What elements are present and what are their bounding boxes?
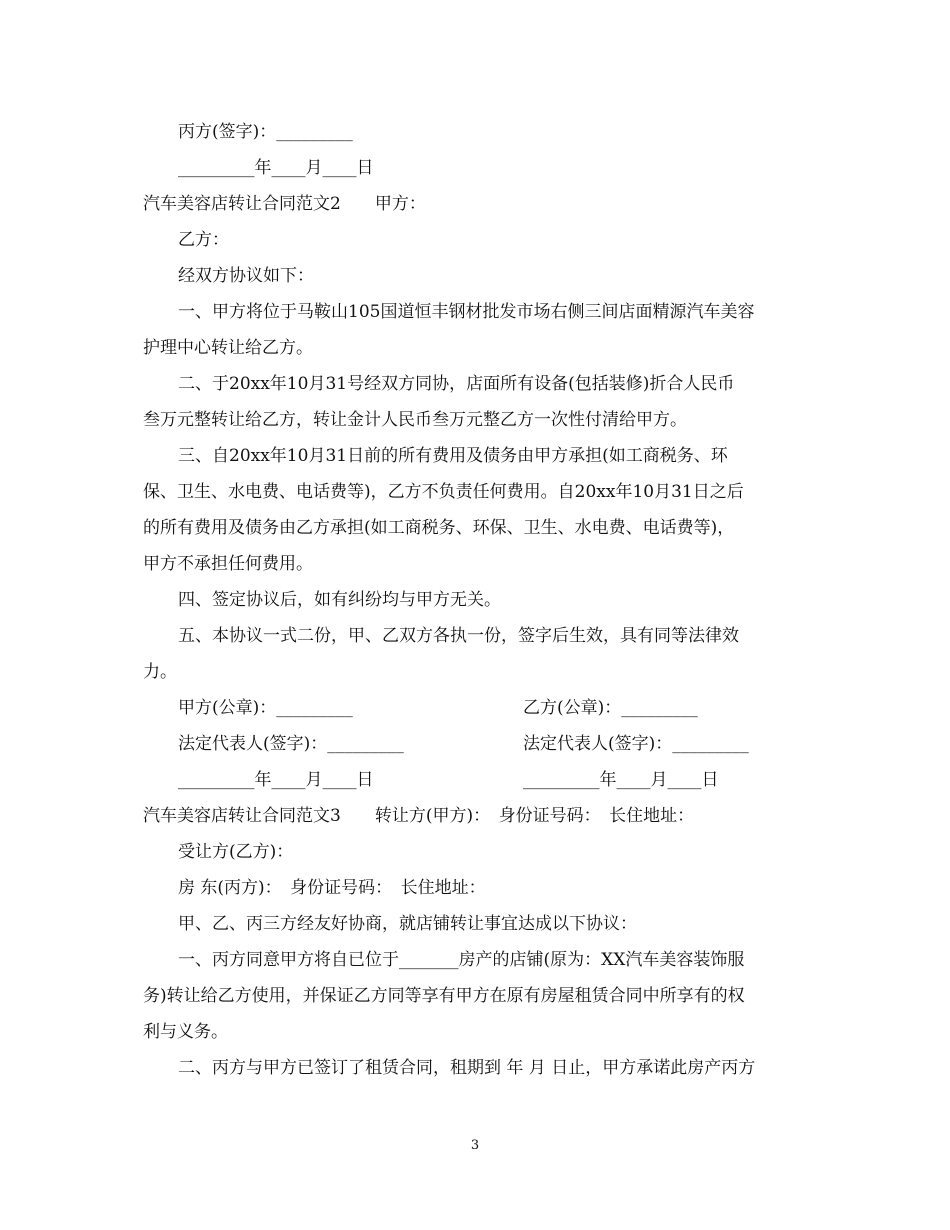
s3-clause-1-text-cont-2: 利与义务。 — [143, 1022, 228, 1042]
clause-3-text-cont-3: 甲方不承担任何费用。 — [143, 554, 313, 574]
clause-5-text-cont: 力。 — [143, 662, 177, 682]
party-c-signature-line: 丙方(签字)：_________ — [178, 122, 353, 142]
party-b-legal-rep-line: 法定代表人(签字)：_________ — [523, 734, 749, 754]
page-number: 3 — [470, 1138, 480, 1153]
clause-1-text: 一、甲方将位于马鞍山105国道恒丰钢材批发市场右侧三间店面精源汽车美容 — [178, 302, 755, 322]
landlord-label: 房 东(丙方)： 身份证号码： 长住地址： — [178, 878, 486, 898]
clause-2-text: 二、于20xx年10月31号经双方同协，店面所有设备(包括装修)折合人民币 — [178, 374, 735, 394]
clause-5-text: 五、本协议一式二份，甲、乙双方各执一份，签字后生效，具有同等法律效 — [178, 626, 739, 646]
s3-clause-1-text-cont-1: 务)转让给乙方使用，并保证乙方同等享有甲方在原有房屋租赁合同中所享有的权 — [143, 986, 745, 1006]
party-b-seal-line: 乙方(公章)：_________ — [523, 698, 698, 718]
agreement-intro: 甲、乙、丙三方经友好协商，就店铺转让事宜达成以下协议： — [178, 914, 637, 934]
party-a-date-line: _________年____月____日 — [178, 770, 374, 790]
s3-clause-1-text: 一、丙方同意甲方将自已位于_______房产的店铺(原为：XX汽车美容装饰服 — [178, 950, 745, 970]
party-a-legal-rep-line: 法定代表人(签字)：_________ — [178, 734, 404, 754]
clause-3-text-cont-1: 保、卫生、水电费、电话费等)，乙方不负责任何费用。自20xx年10月31日之后 — [143, 482, 744, 502]
party-a-seal-line: 甲方(公章)：_________ — [178, 698, 353, 718]
transferee-label: 受让方(乙方)： — [178, 842, 294, 862]
party-b-date-line: _________年____月____日 — [523, 770, 719, 790]
clause-1-text-cont: 护理中心转让给乙方。 — [143, 338, 313, 358]
section-title-2: 汽车美容店转让合同范文2 甲方： — [143, 194, 426, 214]
clause-2-text-cont: 叁万元整转让给乙方，转让金计人民币叁万元整乙方一次性付清给甲方。 — [143, 410, 687, 430]
intro-text: 经双方协议如下： — [178, 266, 314, 286]
clause-3-text-cont-2: 的所有费用及债务由乙方承担(如工商税务、环保、卫生、水电费、电话费等)， — [143, 518, 735, 538]
party-b-label: 乙方： — [178, 230, 229, 250]
date-line: _________年____月____日 — [178, 158, 374, 178]
s3-clause-2-text: 二、丙方与甲方已签订了租赁合同，租期到 年 月 日止，甲方承诺此房产丙方 — [178, 1058, 756, 1078]
clause-3-text: 三、自20xx年10月31日前的所有费用及债务由甲方承担(如工商税务、环 — [178, 446, 728, 466]
section-title-3: 汽车美容店转让合同范文3 转让方(甲方)： 身份证号码： 长住地址： — [143, 806, 695, 826]
clause-4-text: 四、签定协议后，如有纠纷均与甲方无关。 — [178, 590, 501, 610]
